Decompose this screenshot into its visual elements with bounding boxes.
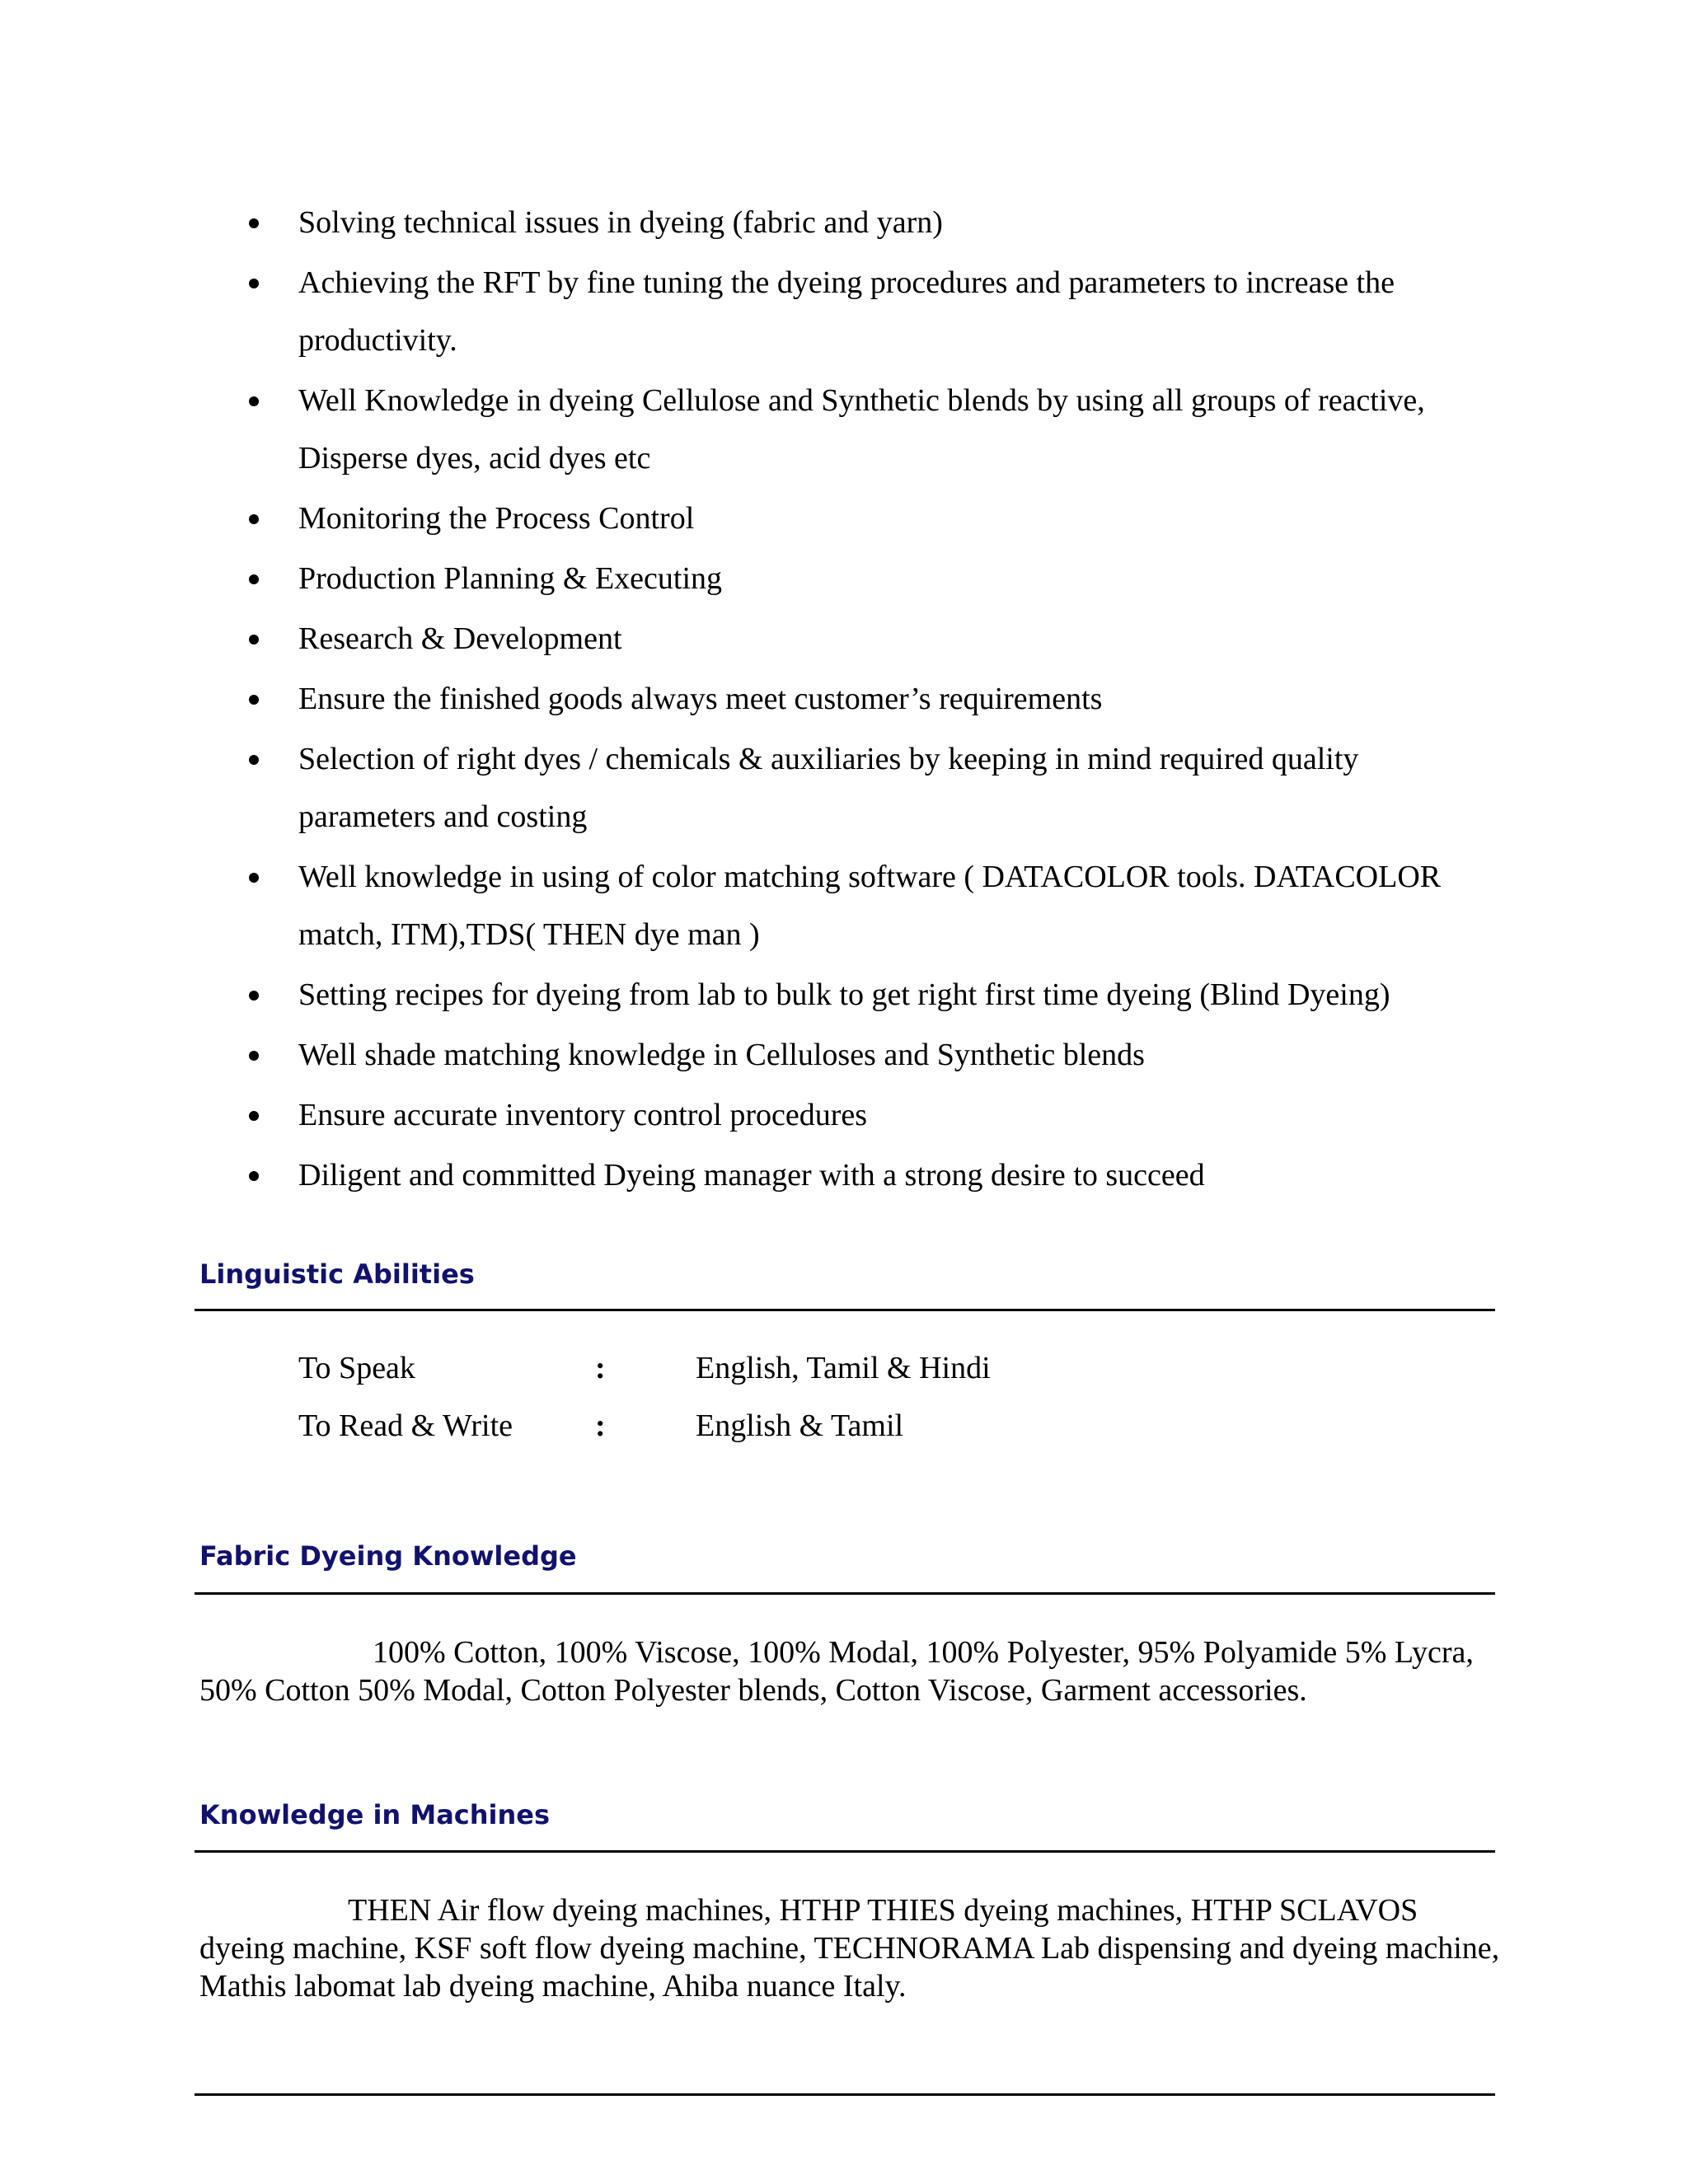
bullet-icon <box>249 1111 259 1121</box>
list-item-text: Monitoring the Process Control <box>298 501 695 536</box>
list-item-text: Well Knowledge in dyeing Cellulose and Synthetic blends by using all groups of reactive, Disperse dyes, acid dyes etc <box>298 383 1425 476</box>
language-colon: : <box>595 1408 606 1443</box>
list-item <box>247 730 1484 846</box>
bullet-icon <box>249 1171 259 1181</box>
list-item <box>247 1026 1484 1084</box>
language-value: English, Tamil & Hindi <box>696 1351 991 1385</box>
bullet-icon <box>249 514 259 524</box>
list-item <box>247 670 1484 728</box>
responsibilities-list <box>247 194 1484 1207</box>
list-item <box>247 550 1484 607</box>
list-item-text: Well shade matching knowledge in Celluloses and Synthetic blends <box>298 1038 1145 1072</box>
section-divider <box>195 1592 1495 1595</box>
list-item-text: Ensure the finished goods always meet customer’s requirements <box>298 682 1103 716</box>
bullet-icon <box>249 695 259 705</box>
language-colon: : <box>595 1351 606 1385</box>
fabric-knowledge-text: 100% Cotton, 100% Viscose, 100% Modal, 100% Polyester, 95% Polyamide 5% Lycra, 50% Cotton 50% Modal, Cotton Polyester blends, Cotton Viscose, Garment accessories. <box>199 1635 1474 1708</box>
bullet-icon <box>249 755 259 765</box>
list-item <box>247 254 1484 369</box>
bullet-icon <box>249 873 259 883</box>
page-bottom-divider <box>195 2093 1495 2096</box>
list-item-text: Production Planning & Executing <box>298 561 723 596</box>
list-item-text: Setting recipes for dyeing from lab to bulk to get right first time dyeing (Blind Dyeing) <box>298 977 1390 1012</box>
list-item-text: Research & Development <box>298 621 622 656</box>
list-item <box>247 1086 1484 1144</box>
list-item-text: Well knowledge in using of color matching software ( DATACOLOR tools. DATACOLOR match, ITM),TDS( THEN dye man ) <box>298 860 1442 952</box>
section-divider <box>195 1309 1495 1311</box>
list-item-text: Achieving the RFT by fine tuning the dyeing procedures and parameters to increase the productivity. <box>298 265 1395 358</box>
bullet-icon <box>249 1051 259 1061</box>
bullet-icon <box>249 396 259 406</box>
bullet-icon <box>249 574 259 584</box>
list-item <box>247 1146 1484 1204</box>
list-item <box>247 966 1484 1024</box>
list-item-text: Diligent and committed Dyeing manager with a strong desire to succeed <box>298 1158 1205 1193</box>
section-heading-machines: Knowledge in Machines <box>199 1799 551 1830</box>
list-item-text: Selection of right dyes / chemicals & auxiliaries by keeping in mind required quality parameters and costing <box>298 742 1359 834</box>
list-item <box>247 194 1484 251</box>
section-divider <box>195 1850 1495 1853</box>
bullet-icon <box>249 218 259 228</box>
language-label: To Read & Write <box>298 1408 513 1443</box>
list-item <box>247 490 1484 547</box>
machines-knowledge-text: THEN Air flow dyeing machines, HTHP THIES dyeing machines, HTHP SCLAVOS dyeing machine, KSF soft flow dyeing machine, TECHNORAMA Lab dispensing and dyeing machine, Mathis labomat lab dyeing machine, Ahiba nuance Italy. <box>199 1893 1500 2004</box>
list-item <box>247 610 1484 668</box>
list-item-text: Solving technical issues in dyeing (fabric and yarn) <box>298 205 943 240</box>
list-item-text: Ensure accurate inventory control procedures <box>298 1098 868 1132</box>
bullet-icon <box>249 279 259 288</box>
list-item <box>247 848 1484 963</box>
list-item <box>247 372 1484 487</box>
section-heading-fabric: Fabric Dyeing Knowledge <box>199 1540 577 1572</box>
language-value: English & Tamil <box>696 1408 904 1443</box>
bullet-icon <box>249 635 259 644</box>
section-heading-linguistic: Linguistic Abilities <box>199 1258 475 1290</box>
bullet-icon <box>249 991 259 1001</box>
language-label: To Speak <box>298 1351 415 1385</box>
